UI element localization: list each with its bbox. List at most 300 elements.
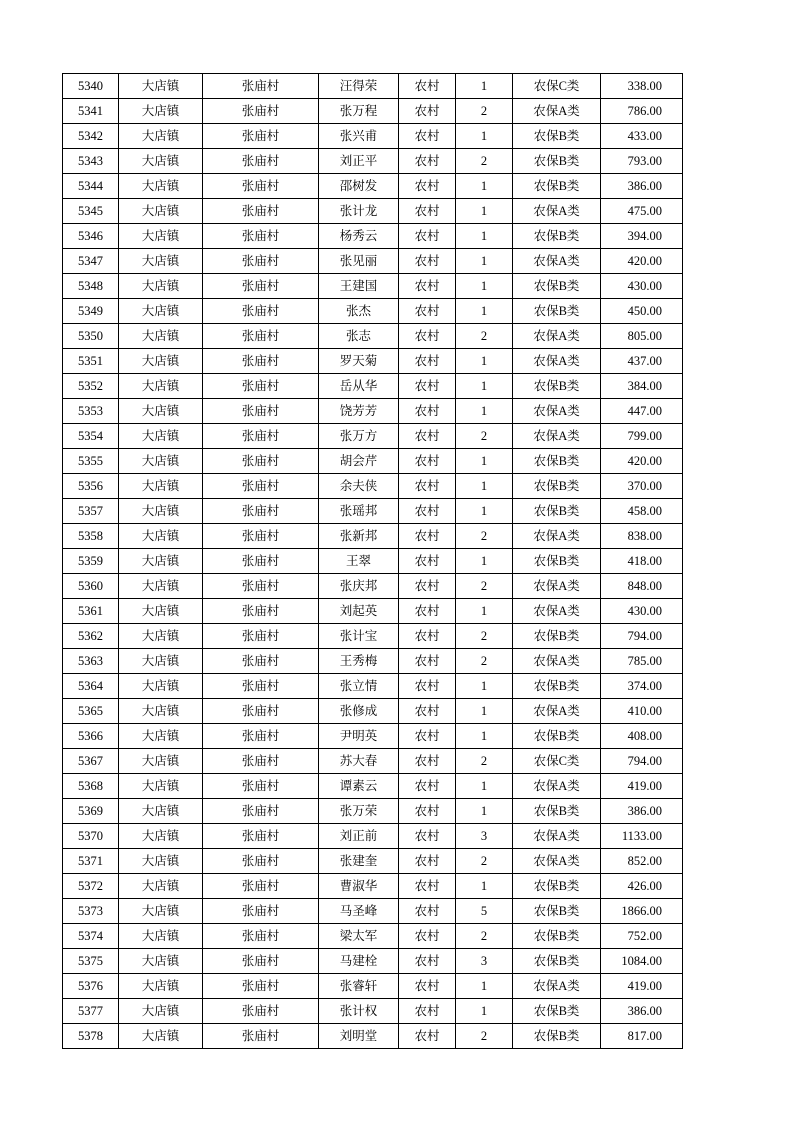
cell-town: 大店镇 [119, 849, 203, 874]
cell-town: 大店镇 [119, 499, 203, 524]
cell-town: 大店镇 [119, 574, 203, 599]
cell-amount: 1866.00 [601, 899, 683, 924]
cell-town: 大店镇 [119, 174, 203, 199]
cell-category: 农保B类 [513, 299, 601, 324]
cell-name: 王建国 [319, 274, 399, 299]
table-row [63, 299, 683, 324]
cell-name: 张杰 [319, 299, 399, 324]
cell-village: 张庙村 [203, 899, 319, 924]
cell-name: 张瑶邦 [319, 499, 399, 524]
cell-count: 1 [456, 874, 513, 899]
cell-residence: 农村 [399, 249, 456, 274]
cell-name: 张万荣 [319, 799, 399, 824]
cell-amount: 450.00 [601, 299, 683, 324]
cell-village: 张庙村 [203, 749, 319, 774]
cell-town: 大店镇 [119, 474, 203, 499]
cell-town: 大店镇 [119, 1024, 203, 1049]
cell-village: 张庙村 [203, 599, 319, 624]
cell-serial: 5355 [63, 449, 119, 474]
cell-residence: 农村 [399, 874, 456, 899]
cell-residence: 农村 [399, 299, 456, 324]
cell-count: 2 [456, 524, 513, 549]
cell-town: 大店镇 [119, 799, 203, 824]
cell-town: 大店镇 [119, 549, 203, 574]
cell-amount: 386.00 [601, 174, 683, 199]
cell-amount: 437.00 [601, 349, 683, 374]
cell-residence: 农村 [399, 424, 456, 449]
cell-serial: 5373 [63, 899, 119, 924]
cell-amount: 475.00 [601, 199, 683, 224]
cell-count: 1 [456, 199, 513, 224]
cell-residence: 农村 [399, 474, 456, 499]
cell-residence: 农村 [399, 449, 456, 474]
cell-amount: 793.00 [601, 149, 683, 174]
table-row [63, 124, 683, 149]
cell-serial: 5346 [63, 224, 119, 249]
cell-village: 张庙村 [203, 274, 319, 299]
cell-amount: 433.00 [601, 124, 683, 149]
cell-residence: 农村 [399, 724, 456, 749]
cell-serial: 5347 [63, 249, 119, 274]
cell-category: 农保A类 [513, 99, 601, 124]
cell-village: 张庙村 [203, 299, 319, 324]
cell-name: 余夫侠 [319, 474, 399, 499]
cell-residence: 农村 [399, 849, 456, 874]
cell-residence: 农村 [399, 124, 456, 149]
table-row [63, 324, 683, 349]
cell-name: 刘起英 [319, 599, 399, 624]
cell-residence: 农村 [399, 574, 456, 599]
table-row [63, 799, 683, 824]
cell-village: 张庙村 [203, 999, 319, 1024]
cell-serial: 5371 [63, 849, 119, 874]
cell-category: 农保B类 [513, 949, 601, 974]
cell-serial: 5375 [63, 949, 119, 974]
table-row [63, 499, 683, 524]
cell-residence: 农村 [399, 749, 456, 774]
cell-serial: 5363 [63, 649, 119, 674]
cell-village: 张庙村 [203, 74, 319, 99]
cell-serial: 5342 [63, 124, 119, 149]
cell-residence: 农村 [399, 374, 456, 399]
table-row [63, 449, 683, 474]
cell-count: 1 [456, 774, 513, 799]
cell-count: 1 [456, 799, 513, 824]
cell-name: 梁太军 [319, 924, 399, 949]
cell-village: 张庙村 [203, 224, 319, 249]
cell-category: 农保A类 [513, 699, 601, 724]
cell-serial: 5361 [63, 599, 119, 624]
cell-count: 1 [456, 374, 513, 399]
cell-serial: 5348 [63, 274, 119, 299]
cell-amount: 447.00 [601, 399, 683, 424]
cell-village: 张庙村 [203, 324, 319, 349]
cell-residence: 农村 [399, 1024, 456, 1049]
cell-town: 大店镇 [119, 624, 203, 649]
cell-name: 张睿轩 [319, 974, 399, 999]
cell-category: 农保B类 [513, 999, 601, 1024]
cell-amount: 786.00 [601, 99, 683, 124]
cell-amount: 384.00 [601, 374, 683, 399]
cell-residence: 农村 [399, 549, 456, 574]
cell-name: 刘明堂 [319, 1024, 399, 1049]
cell-town: 大店镇 [119, 774, 203, 799]
table-row [63, 874, 683, 899]
cell-count: 1 [456, 124, 513, 149]
cell-town: 大店镇 [119, 299, 203, 324]
cell-town: 大店镇 [119, 524, 203, 549]
cell-village: 张庙村 [203, 524, 319, 549]
cell-name: 刘正平 [319, 149, 399, 174]
cell-amount: 386.00 [601, 999, 683, 1024]
cell-serial: 5340 [63, 74, 119, 99]
cell-category: 农保B类 [513, 449, 601, 474]
cell-amount: 805.00 [601, 324, 683, 349]
table-row [63, 724, 683, 749]
cell-serial: 5345 [63, 199, 119, 224]
cell-serial: 5378 [63, 1024, 119, 1049]
cell-category: 农保C类 [513, 749, 601, 774]
cell-village: 张庙村 [203, 374, 319, 399]
table-row [63, 949, 683, 974]
cell-count: 1 [456, 274, 513, 299]
cell-count: 1 [456, 724, 513, 749]
cell-village: 张庙村 [203, 774, 319, 799]
table-row [63, 74, 683, 99]
cell-town: 大店镇 [119, 649, 203, 674]
cell-amount: 426.00 [601, 874, 683, 899]
cell-category: 农保B类 [513, 624, 601, 649]
cell-category: 农保A类 [513, 349, 601, 374]
cell-category: 农保B类 [513, 274, 601, 299]
cell-category: 农保B类 [513, 474, 601, 499]
cell-residence: 农村 [399, 824, 456, 849]
cell-village: 张庙村 [203, 399, 319, 424]
cell-town: 大店镇 [119, 74, 203, 99]
cell-name: 张见丽 [319, 249, 399, 274]
cell-count: 1 [456, 349, 513, 374]
cell-serial: 5353 [63, 399, 119, 424]
cell-town: 大店镇 [119, 749, 203, 774]
cell-serial: 5354 [63, 424, 119, 449]
cell-residence: 农村 [399, 399, 456, 424]
cell-residence: 农村 [399, 74, 456, 99]
cell-residence: 农村 [399, 324, 456, 349]
cell-serial: 5359 [63, 549, 119, 574]
cell-category: 农保B类 [513, 149, 601, 174]
cell-count: 1 [456, 974, 513, 999]
cell-category: 农保A类 [513, 574, 601, 599]
cell-category: 农保B类 [513, 874, 601, 899]
cell-count: 3 [456, 824, 513, 849]
cell-amount: 420.00 [601, 449, 683, 474]
table-row [63, 849, 683, 874]
cell-residence: 农村 [399, 624, 456, 649]
cell-name: 张万方 [319, 424, 399, 449]
cell-category: 农保B类 [513, 499, 601, 524]
cell-serial: 5358 [63, 524, 119, 549]
cell-name: 张修成 [319, 699, 399, 724]
cell-town: 大店镇 [119, 99, 203, 124]
cell-amount: 1133.00 [601, 824, 683, 849]
cell-count: 2 [456, 924, 513, 949]
cell-residence: 农村 [399, 174, 456, 199]
cell-serial: 5352 [63, 374, 119, 399]
cell-village: 张庙村 [203, 349, 319, 374]
cell-count: 2 [456, 324, 513, 349]
table-row [63, 774, 683, 799]
cell-amount: 408.00 [601, 724, 683, 749]
cell-village: 张庙村 [203, 549, 319, 574]
cell-town: 大店镇 [119, 424, 203, 449]
cell-category: 农保B类 [513, 924, 601, 949]
cell-category: 农保A类 [513, 649, 601, 674]
cell-village: 张庙村 [203, 99, 319, 124]
cell-amount: 418.00 [601, 549, 683, 574]
cell-serial: 5341 [63, 99, 119, 124]
cell-amount: 458.00 [601, 499, 683, 524]
cell-serial: 5365 [63, 699, 119, 724]
table-row [63, 1024, 683, 1049]
table-row [63, 599, 683, 624]
cell-serial: 5351 [63, 349, 119, 374]
cell-amount: 338.00 [601, 74, 683, 99]
cell-town: 大店镇 [119, 824, 203, 849]
cell-amount: 410.00 [601, 699, 683, 724]
cell-count: 2 [456, 99, 513, 124]
table-row [63, 224, 683, 249]
cell-amount: 374.00 [601, 674, 683, 699]
cell-count: 1 [456, 249, 513, 274]
cell-count: 2 [456, 649, 513, 674]
cell-count: 1 [456, 599, 513, 624]
cell-village: 张庙村 [203, 924, 319, 949]
cell-count: 1 [456, 674, 513, 699]
cell-amount: 370.00 [601, 474, 683, 499]
cell-serial: 5374 [63, 924, 119, 949]
table-row [63, 149, 683, 174]
cell-residence: 农村 [399, 649, 456, 674]
cell-town: 大店镇 [119, 949, 203, 974]
cell-serial: 5367 [63, 749, 119, 774]
cell-residence: 农村 [399, 999, 456, 1024]
table-row [63, 549, 683, 574]
cell-town: 大店镇 [119, 224, 203, 249]
cell-category: 农保B类 [513, 124, 601, 149]
cell-village: 张庙村 [203, 124, 319, 149]
cell-amount: 386.00 [601, 799, 683, 824]
cell-town: 大店镇 [119, 699, 203, 724]
cell-amount: 1084.00 [601, 949, 683, 974]
cell-category: 农保B类 [513, 1024, 601, 1049]
cell-serial: 5349 [63, 299, 119, 324]
cell-name: 王秀梅 [319, 649, 399, 674]
table-row [63, 699, 683, 724]
cell-amount: 794.00 [601, 749, 683, 774]
cell-serial: 5343 [63, 149, 119, 174]
cell-town: 大店镇 [119, 399, 203, 424]
cell-serial: 5376 [63, 974, 119, 999]
cell-town: 大店镇 [119, 874, 203, 899]
cell-village: 张庙村 [203, 199, 319, 224]
cell-category: 农保A类 [513, 324, 601, 349]
table-row [63, 824, 683, 849]
table-row [63, 249, 683, 274]
cell-name: 张计权 [319, 999, 399, 1024]
cell-category: 农保C类 [513, 74, 601, 99]
cell-serial: 5377 [63, 999, 119, 1024]
cell-amount: 419.00 [601, 774, 683, 799]
cell-name: 尹明英 [319, 724, 399, 749]
cell-name: 张新邦 [319, 524, 399, 549]
cell-serial: 5372 [63, 874, 119, 899]
cell-count: 1 [456, 499, 513, 524]
cell-count: 1 [456, 174, 513, 199]
cell-amount: 785.00 [601, 649, 683, 674]
cell-category: 农保A类 [513, 199, 601, 224]
cell-count: 3 [456, 949, 513, 974]
cell-count: 1 [456, 299, 513, 324]
table-row [63, 199, 683, 224]
cell-amount: 394.00 [601, 224, 683, 249]
cell-amount: 794.00 [601, 624, 683, 649]
cell-category: 农保A类 [513, 424, 601, 449]
table-row [63, 649, 683, 674]
cell-category: 农保A类 [513, 974, 601, 999]
cell-village: 张庙村 [203, 974, 319, 999]
cell-category: 农保A类 [513, 599, 601, 624]
cell-serial: 5362 [63, 624, 119, 649]
cell-residence: 农村 [399, 699, 456, 724]
cell-category: 农保A类 [513, 399, 601, 424]
cell-name: 胡会芹 [319, 449, 399, 474]
cell-name: 饶芳芳 [319, 399, 399, 424]
cell-name: 马圣峰 [319, 899, 399, 924]
cell-village: 张庙村 [203, 174, 319, 199]
cell-town: 大店镇 [119, 274, 203, 299]
cell-name: 张志 [319, 324, 399, 349]
cell-town: 大店镇 [119, 724, 203, 749]
cell-serial: 5357 [63, 499, 119, 524]
cell-name: 邵树发 [319, 174, 399, 199]
table-row [63, 474, 683, 499]
cell-village: 张庙村 [203, 699, 319, 724]
cell-name: 张计宝 [319, 624, 399, 649]
cell-category: 农保B类 [513, 724, 601, 749]
cell-residence: 农村 [399, 899, 456, 924]
cell-residence: 农村 [399, 224, 456, 249]
table-row [63, 524, 683, 549]
cell-residence: 农村 [399, 924, 456, 949]
cell-name: 马建栓 [319, 949, 399, 974]
table-row [63, 374, 683, 399]
cell-town: 大店镇 [119, 449, 203, 474]
table-row [63, 424, 683, 449]
cell-category: 农保A类 [513, 774, 601, 799]
cell-category: 农保B类 [513, 674, 601, 699]
cell-name: 张万程 [319, 99, 399, 124]
cell-village: 张庙村 [203, 449, 319, 474]
cell-count: 1 [456, 74, 513, 99]
benefits-table [62, 73, 683, 1049]
cell-category: 农保A类 [513, 849, 601, 874]
cell-category: 农保A类 [513, 824, 601, 849]
cell-name: 张建奎 [319, 849, 399, 874]
cell-town: 大店镇 [119, 324, 203, 349]
cell-village: 张庙村 [203, 874, 319, 899]
cell-count: 1 [456, 549, 513, 574]
cell-count: 2 [456, 1024, 513, 1049]
cell-category: 农保B类 [513, 899, 601, 924]
cell-count: 1 [456, 399, 513, 424]
cell-amount: 420.00 [601, 249, 683, 274]
table-row [63, 749, 683, 774]
cell-name: 杨秀云 [319, 224, 399, 249]
cell-count: 2 [456, 624, 513, 649]
table-row [63, 674, 683, 699]
cell-residence: 农村 [399, 524, 456, 549]
cell-count: 1 [456, 999, 513, 1024]
cell-amount: 419.00 [601, 974, 683, 999]
cell-amount: 817.00 [601, 1024, 683, 1049]
cell-count: 2 [456, 149, 513, 174]
cell-name: 汪得荣 [319, 74, 399, 99]
cell-serial: 5356 [63, 474, 119, 499]
cell-residence: 农村 [399, 274, 456, 299]
cell-count: 2 [456, 424, 513, 449]
cell-name: 罗天菊 [319, 349, 399, 374]
cell-village: 张庙村 [203, 949, 319, 974]
cell-town: 大店镇 [119, 374, 203, 399]
table-row [63, 349, 683, 374]
cell-count: 5 [456, 899, 513, 924]
cell-serial: 5360 [63, 574, 119, 599]
table-row [63, 899, 683, 924]
table-row [63, 924, 683, 949]
cell-serial: 5370 [63, 824, 119, 849]
cell-serial: 5369 [63, 799, 119, 824]
cell-village: 张庙村 [203, 1024, 319, 1049]
cell-category: 农保B类 [513, 224, 601, 249]
cell-category: 农保B类 [513, 374, 601, 399]
cell-residence: 农村 [399, 349, 456, 374]
cell-name: 张庆邦 [319, 574, 399, 599]
table-row [63, 99, 683, 124]
cell-residence: 农村 [399, 199, 456, 224]
cell-village: 张庙村 [203, 624, 319, 649]
cell-category: 农保B类 [513, 549, 601, 574]
cell-residence: 农村 [399, 949, 456, 974]
cell-category: 农保A类 [513, 524, 601, 549]
cell-count: 2 [456, 574, 513, 599]
cell-name: 张立情 [319, 674, 399, 699]
cell-town: 大店镇 [119, 899, 203, 924]
cell-residence: 农村 [399, 674, 456, 699]
cell-town: 大店镇 [119, 999, 203, 1024]
cell-town: 大店镇 [119, 599, 203, 624]
cell-name: 岳从华 [319, 374, 399, 399]
cell-village: 张庙村 [203, 674, 319, 699]
cell-town: 大店镇 [119, 674, 203, 699]
cell-amount: 852.00 [601, 849, 683, 874]
cell-village: 张庙村 [203, 824, 319, 849]
cell-amount: 838.00 [601, 524, 683, 549]
table-row [63, 574, 683, 599]
cell-name: 苏大春 [319, 749, 399, 774]
cell-category: 农保B类 [513, 174, 601, 199]
cell-town: 大店镇 [119, 974, 203, 999]
cell-village: 张庙村 [203, 724, 319, 749]
